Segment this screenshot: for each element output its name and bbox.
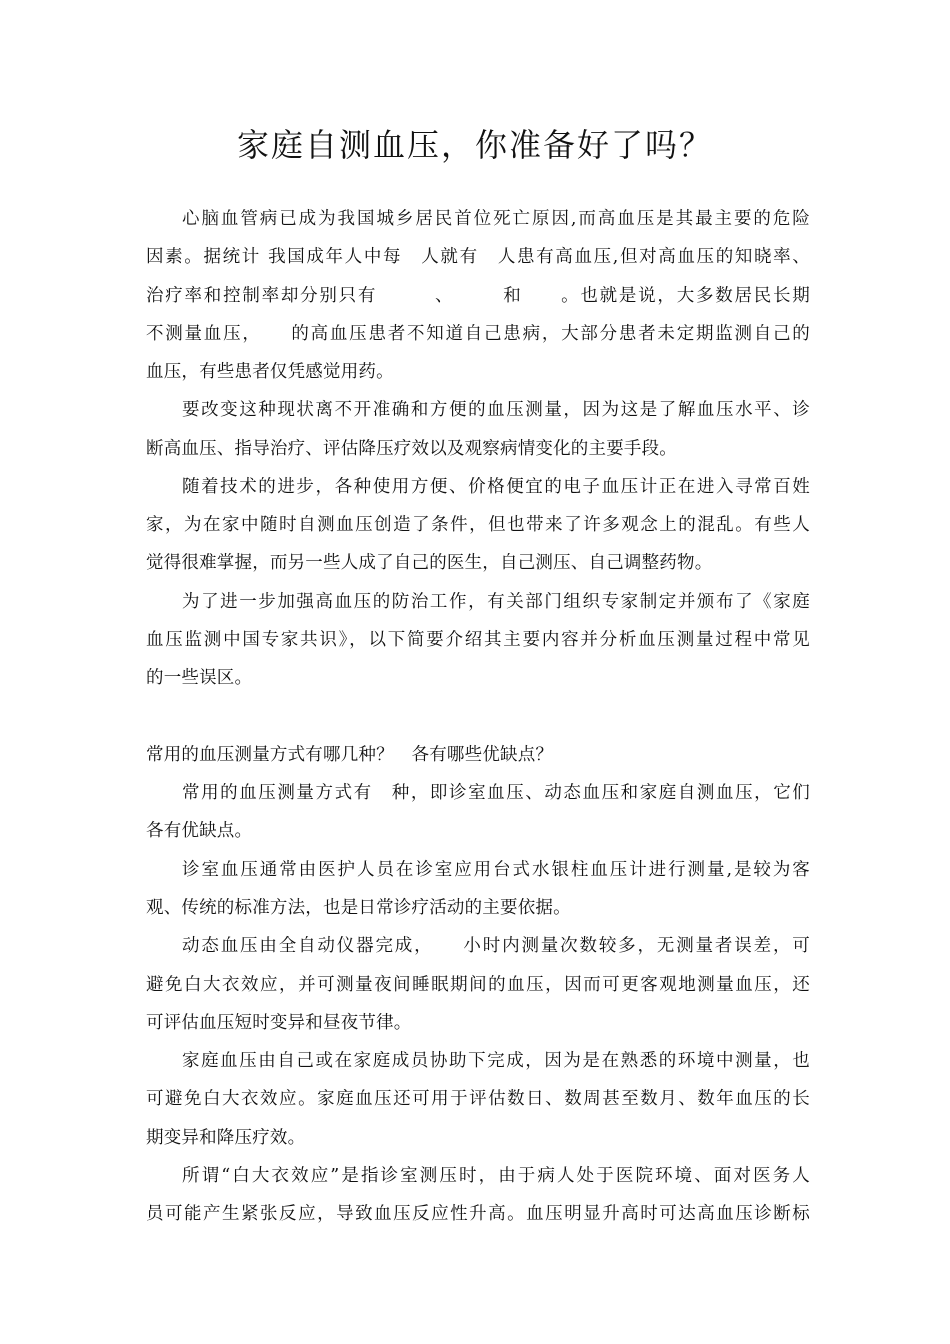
paragraph-line: 家，为在家中随时自测血压创造了条件，但也带来了许多观念上的混乱。有些人	[146, 515, 810, 535]
paragraph-line: 断高血压、指导治疗、评估降压疗效以及观察病情变化的主要手段。	[146, 439, 677, 459]
paragraph-line: 血压监测中国专家共识》，以下简要介绍其主要内容并分析血压测量过程中常见	[146, 630, 810, 650]
paragraph-line: 随着技术的进步，各种使用方便、价格便宜的电子血压计正在进入寻常百姓	[182, 477, 810, 497]
paragraph-line: 的一些误区。	[146, 668, 253, 688]
paragraph-line: 所谓“白大衣效应”是指诊室测压时，由于病人处于医院环境、面对医务人	[182, 1166, 810, 1186]
paragraph-line: 常用的血压测量方式有 种，即诊室血压、动态血压和家庭自测血压，它们	[182, 783, 810, 803]
paragraph-line: 心脑血管病已成为我国城乡居民首位死亡原因,而高血压是其最主要的危险	[182, 209, 810, 229]
paragraph-line: 可避免白大衣效应。家庭血压还可用于评估数日、数周甚至数月、数年血压的长	[146, 1089, 810, 1109]
paragraph-line: 可评估血压短时变异和昼夜节律。	[146, 1013, 412, 1033]
paragraph-line: 觉得很难掌握，而另一些人成了自己的医生，自己测压、自己调整药物。	[146, 553, 713, 573]
paragraph-line: 不测量血压， 的高血压患者不知道自己患病，大部分患者未定期监测自己的	[146, 324, 810, 344]
paragraph-line: 各有优缺点。	[146, 821, 253, 841]
paragraph-line: 因素。据统计 我国成年人中每 人就有 人患有高血压,但对高血压的知晓率、	[146, 247, 810, 267]
paragraph-line: 血压，有些患者仅凭感觉用药。	[146, 362, 394, 382]
paragraph-line: 要改变这种现状离不开准确和方便的血压测量，因为这是了解血压水平、诊	[182, 400, 810, 420]
paragraph-line: 治疗率和控制率却分别只有 、 和 。也就是说，大多数居民长期	[146, 286, 810, 306]
paragraph-line: 动态血压由全自动仪器完成， 小时内测量次数较多，无测量者误差，可	[182, 936, 810, 956]
section-heading: 常用的血压测量方式有哪几种？ 各有哪些优缺点？	[146, 745, 554, 765]
page-title: 家庭自测血压，你准备好了吗？	[236, 126, 713, 165]
paragraph-line: 避免白大衣效应，并可测量夜间睡眠期间的血压，因而可更客观地测量血压，还	[146, 975, 810, 995]
paragraph-line: 家庭血压由自己或在家庭成员协助下完成，因为是在熟悉的环境中测量，也	[182, 1051, 810, 1071]
paragraph-line: 诊室血压通常由医护人员在诊室应用台式水银柱血压计进行测量,是较为客	[182, 860, 810, 880]
paragraph-line: 期变异和降压疗效。	[146, 1128, 306, 1148]
paragraph-line: 为了进一步加强高血压的防治工作，有关部门组织专家制定并颁布了《家庭	[182, 592, 810, 612]
paragraph-line: 观、传统的标准方法，也是日常诊疗活动的主要依据。	[146, 898, 571, 918]
paragraph-line: 员可能产生紧张反应，导致血压反应性升高。血压明显升高时可达高血压诊断标	[146, 1204, 810, 1224]
